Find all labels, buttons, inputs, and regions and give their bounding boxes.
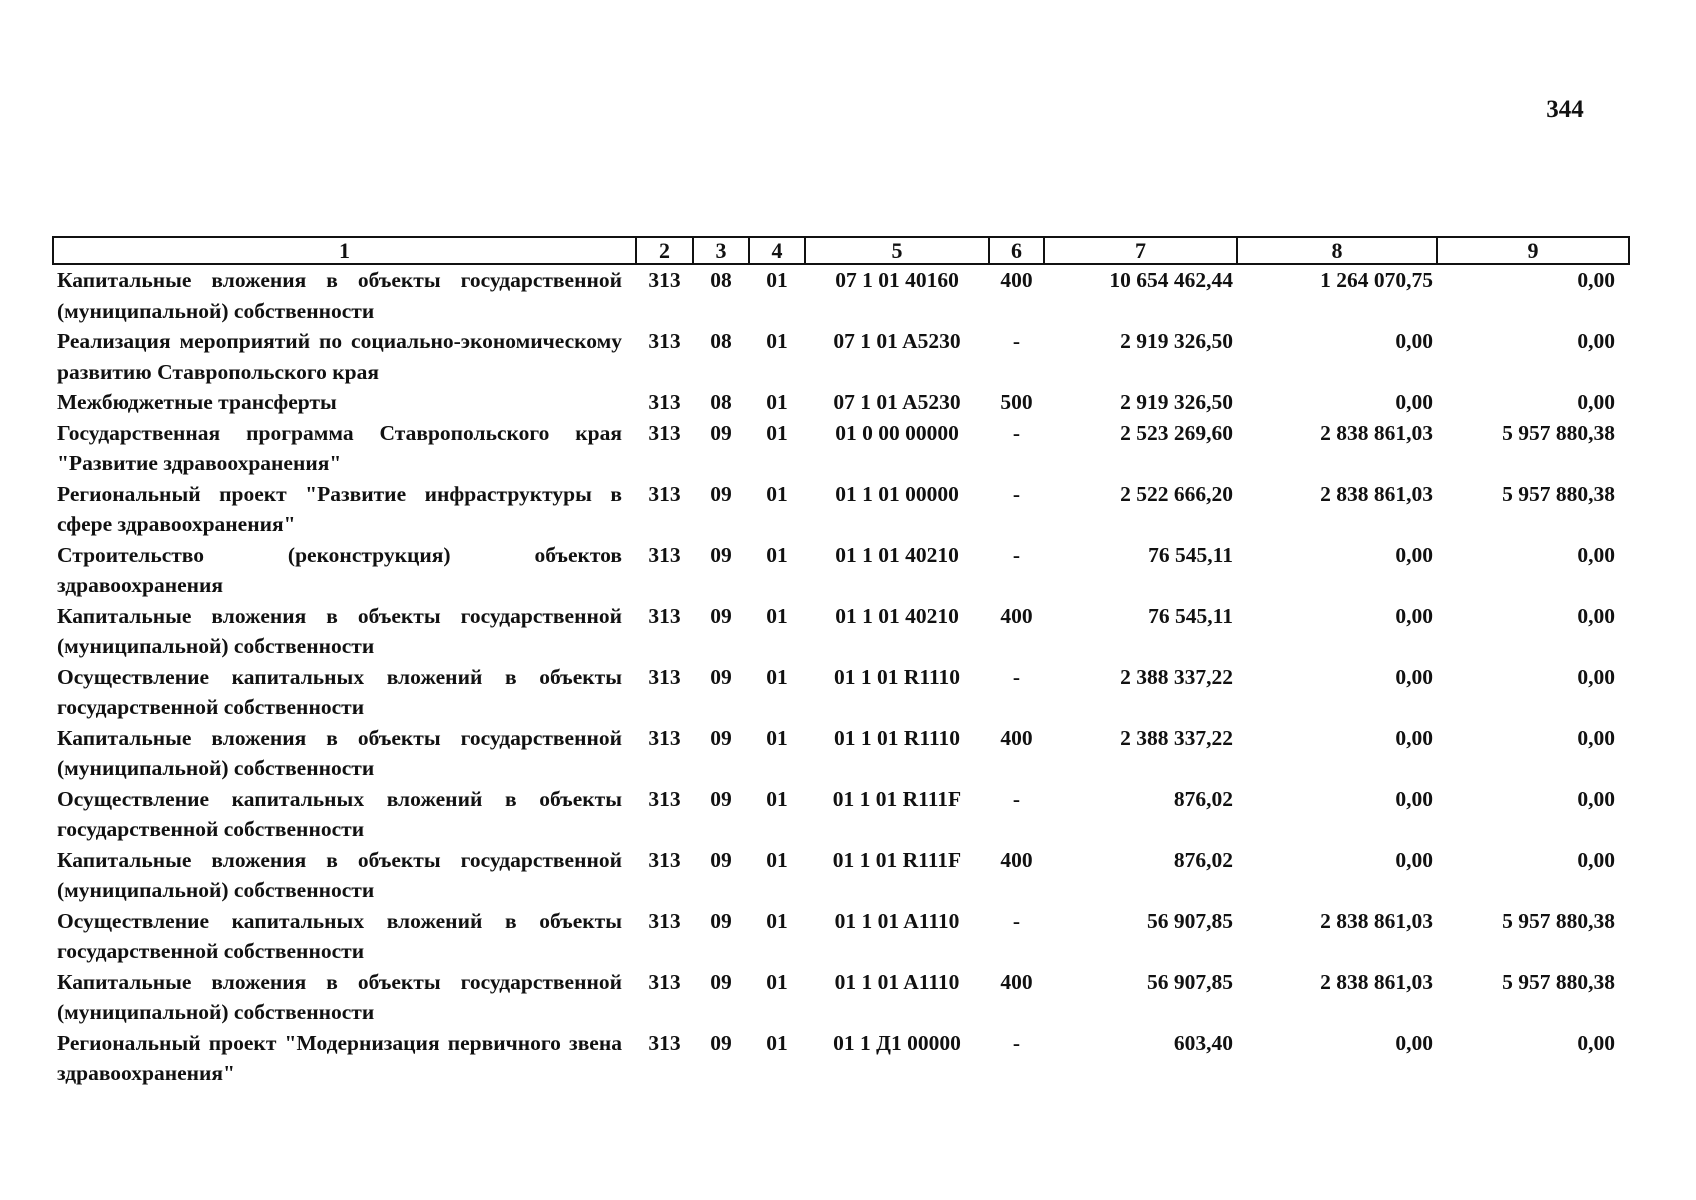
row-code-3: 09 — [710, 1030, 732, 1055]
table-row — [53, 784, 1629, 845]
row-code-2: 313 — [648, 390, 681, 414]
row-code-5: 01 1 01 R111F — [832, 847, 962, 872]
row-code-6: 400 — [1000, 969, 1033, 994]
row-code-3: 09 — [710, 542, 732, 567]
row-code-5: 01 1 01 A1110 — [834, 908, 960, 933]
row-amount-9: 5 957 880,38 — [1502, 969, 1615, 994]
column-header-9: 9 — [1437, 237, 1629, 264]
table-row — [53, 845, 1629, 906]
row-amount-7: 2 919 326,50 — [1120, 329, 1233, 353]
row-code-2: 313 — [648, 542, 681, 567]
row-amount-9: 0,00 — [1577, 847, 1615, 872]
column-header-5: 5 — [805, 237, 989, 264]
row-code-4: 01 — [766, 908, 788, 933]
row-code-4: 01 — [766, 268, 788, 292]
column-header-2: 2 — [636, 237, 693, 264]
row-code-3: 09 — [710, 908, 732, 933]
row-amount-9: 0,00 — [1577, 329, 1615, 353]
row-amount-8: 0,00 — [1395, 725, 1433, 750]
row-code-5: 07 1 01 40160 — [835, 268, 959, 292]
row-code-4: 01 — [766, 481, 788, 506]
table-row — [53, 326, 1629, 387]
row-amount-7: 876,02 — [1173, 847, 1233, 872]
row-code-4: 01 — [766, 847, 788, 872]
row-amount-7: 2 523 269,60 — [1120, 420, 1233, 445]
row-amount-7: 876,02 — [1173, 786, 1233, 811]
row-code-5: 01 1 01 00000 — [835, 481, 959, 506]
row-description: Капитальные вложения в объекты государственной (муниципальной) собственности — [57, 969, 622, 1024]
row-code-2: 313 — [648, 847, 681, 872]
row-amount-7: 10 654 462,44 — [1109, 268, 1233, 292]
row-amount-8: 0,00 — [1395, 329, 1433, 353]
row-code-2: 313 — [648, 481, 681, 506]
table-row — [53, 1028, 1629, 1089]
row-description: Осуществление капитальных вложений в объекты государственной собственности — [57, 664, 622, 719]
row-code-6: 400 — [1000, 725, 1033, 750]
row-code-3: 08 — [710, 390, 732, 414]
table-body — [53, 264, 1629, 1089]
row-amount-8: 1 264 070,75 — [1320, 268, 1433, 292]
row-code-3: 09 — [710, 969, 732, 994]
row-code-4: 01 — [766, 420, 788, 445]
row-code-6: 400 — [1000, 847, 1033, 872]
row-code-4: 01 — [766, 390, 788, 414]
column-header-8: 8 — [1237, 237, 1437, 264]
row-description: Капитальные вложения в объекты государственной (муниципальной) собственности — [57, 268, 622, 323]
row-amount-8: 0,00 — [1395, 603, 1433, 628]
row-code-4: 01 — [766, 542, 788, 567]
row-amount-7: 2 522 666,20 — [1120, 481, 1233, 506]
column-header-7: 7 — [1044, 237, 1237, 264]
row-code-5: 01 1 01 R1110 — [833, 664, 961, 689]
column-header-1: 1 — [53, 237, 636, 264]
row-code-4: 01 — [766, 329, 788, 353]
row-amount-9: 0,00 — [1577, 542, 1615, 567]
column-header-3: 3 — [693, 237, 749, 264]
row-amount-8: 0,00 — [1395, 542, 1433, 567]
row-code-6: 400 — [1000, 603, 1033, 628]
row-amount-9: 0,00 — [1577, 390, 1615, 414]
row-code-5: 07 1 01 A5230 — [833, 390, 961, 414]
row-code-2: 313 — [648, 664, 681, 689]
row-code-5: 01 1 01 40210 — [835, 542, 959, 567]
table-row — [53, 264, 1629, 326]
row-description: Реализация мероприятий по социально-экономическому развитию Ставропольского края — [57, 329, 622, 384]
row-code-5: 01 1 01 R111F — [832, 786, 962, 811]
row-code-3: 09 — [710, 664, 732, 689]
row-code-5: 01 0 00 00000 — [835, 420, 959, 445]
row-amount-9: 5 957 880,38 — [1502, 481, 1615, 506]
row-code-6: - — [1012, 664, 1021, 689]
table-row — [53, 387, 1629, 418]
row-description: Капитальные вложения в объекты государственной (муниципальной) собственности — [57, 725, 622, 780]
row-code-6: - — [1012, 481, 1021, 506]
row-amount-7: 56 907,85 — [1147, 969, 1233, 994]
table-row — [53, 967, 1629, 1028]
row-code-4: 01 — [766, 969, 788, 994]
page-number: 344 — [1546, 96, 1584, 123]
column-header-6: 6 — [989, 237, 1044, 264]
row-code-6: - — [1012, 542, 1021, 567]
row-code-4: 01 — [766, 725, 788, 750]
row-code-3: 09 — [710, 725, 732, 750]
row-amount-7: 2 388 337,22 — [1120, 664, 1233, 689]
budget-table — [52, 236, 1630, 1089]
row-description: Осуществление капитальных вложений в объекты государственной собственности — [57, 786, 622, 841]
row-code-2: 313 — [648, 420, 681, 445]
row-code-3: 09 — [710, 420, 732, 445]
row-description: Осуществление капитальных вложений в объекты государственной собственности — [57, 908, 622, 963]
row-description: Строительство (реконструкция) объектов здравоохранения — [57, 542, 622, 597]
table-header — [53, 237, 1629, 264]
row-description: Капитальные вложения в объекты государственной (муниципальной) собственности — [57, 603, 622, 658]
column-header-4: 4 — [749, 237, 805, 264]
row-description: Региональный проект "Развитие инфраструктуры в сфере здравоохранения" — [57, 481, 622, 536]
row-code-2: 313 — [648, 725, 681, 750]
row-code-2: 313 — [648, 1030, 681, 1055]
table-row — [53, 418, 1629, 479]
row-amount-9: 5 957 880,38 — [1502, 908, 1615, 933]
row-code-4: 01 — [766, 603, 788, 628]
row-code-3: 09 — [710, 847, 732, 872]
row-code-2: 313 — [648, 268, 681, 292]
row-code-6: 400 — [1000, 268, 1033, 292]
row-amount-7: 2 388 337,22 — [1120, 725, 1233, 750]
row-amount-8: 0,00 — [1395, 390, 1433, 414]
row-amount-8: 0,00 — [1395, 1030, 1433, 1055]
row-code-2: 313 — [648, 329, 681, 353]
header-row — [53, 237, 1629, 264]
row-amount-8: 2 838 861,03 — [1320, 908, 1433, 933]
row-code-5: 01 1 Д1 00000 — [833, 1030, 961, 1055]
row-amount-7: 76 545,11 — [1148, 542, 1233, 567]
row-code-6: - — [1012, 908, 1021, 933]
row-amount-8: 0,00 — [1395, 786, 1433, 811]
row-amount-9: 0,00 — [1577, 664, 1615, 689]
row-amount-9: 0,00 — [1577, 1030, 1615, 1055]
row-description: Государственная программа Ставропольского края "Развитие здравоохранения" — [57, 420, 622, 475]
row-code-3: 09 — [710, 603, 732, 628]
row-amount-8: 0,00 — [1395, 664, 1433, 689]
row-amount-7: 603,40 — [1173, 1030, 1233, 1055]
row-amount-8: 2 838 861,03 — [1320, 420, 1433, 445]
row-code-4: 01 — [766, 1030, 788, 1055]
row-amount-7: 76 545,11 — [1148, 603, 1233, 628]
row-code-6: - — [1012, 329, 1021, 353]
row-code-6: - — [1012, 420, 1021, 445]
row-code-6: - — [1012, 1030, 1021, 1055]
row-code-5: 01 1 01 R1110 — [833, 725, 961, 750]
row-code-2: 313 — [648, 786, 681, 811]
row-amount-9: 0,00 — [1577, 786, 1615, 811]
table-row — [53, 601, 1629, 662]
row-code-6: 500 — [1000, 390, 1033, 414]
row-amount-8: 2 838 861,03 — [1320, 481, 1433, 506]
row-code-5: 01 1 01 40210 — [835, 603, 959, 628]
row-code-6: - — [1012, 786, 1021, 811]
table-row — [53, 723, 1629, 784]
row-code-3: 08 — [710, 268, 732, 292]
row-code-2: 313 — [648, 603, 681, 628]
table-row — [53, 662, 1629, 723]
row-amount-9: 0,00 — [1577, 268, 1615, 292]
row-amount-7: 56 907,85 — [1147, 908, 1233, 933]
row-code-4: 01 — [766, 786, 788, 811]
row-amount-8: 2 838 861,03 — [1320, 969, 1433, 994]
row-description: Капитальные вложения в объекты государственной (муниципальной) собственности — [57, 847, 622, 902]
table-row — [53, 540, 1629, 601]
row-amount-9: 5 957 880,38 — [1502, 420, 1615, 445]
table-row — [53, 906, 1629, 967]
row-code-3: 08 — [710, 329, 732, 353]
row-code-5: 01 1 01 A1110 — [834, 969, 960, 994]
row-code-5: 07 1 01 A5230 — [833, 329, 961, 353]
row-amount-8: 0,00 — [1395, 847, 1433, 872]
row-code-2: 313 — [648, 969, 681, 994]
row-code-4: 01 — [766, 664, 788, 689]
row-code-2: 313 — [648, 908, 681, 933]
row-code-3: 09 — [710, 786, 732, 811]
row-description: Межбюджетные трансферты — [57, 390, 337, 414]
row-amount-7: 2 919 326,50 — [1120, 390, 1233, 414]
row-description: Региональный проект "Модернизация первичного звена здравоохранения" — [57, 1030, 622, 1085]
row-code-3: 09 — [710, 481, 732, 506]
row-amount-9: 0,00 — [1577, 725, 1615, 750]
table-row — [53, 479, 1629, 540]
row-amount-9: 0,00 — [1577, 603, 1615, 628]
